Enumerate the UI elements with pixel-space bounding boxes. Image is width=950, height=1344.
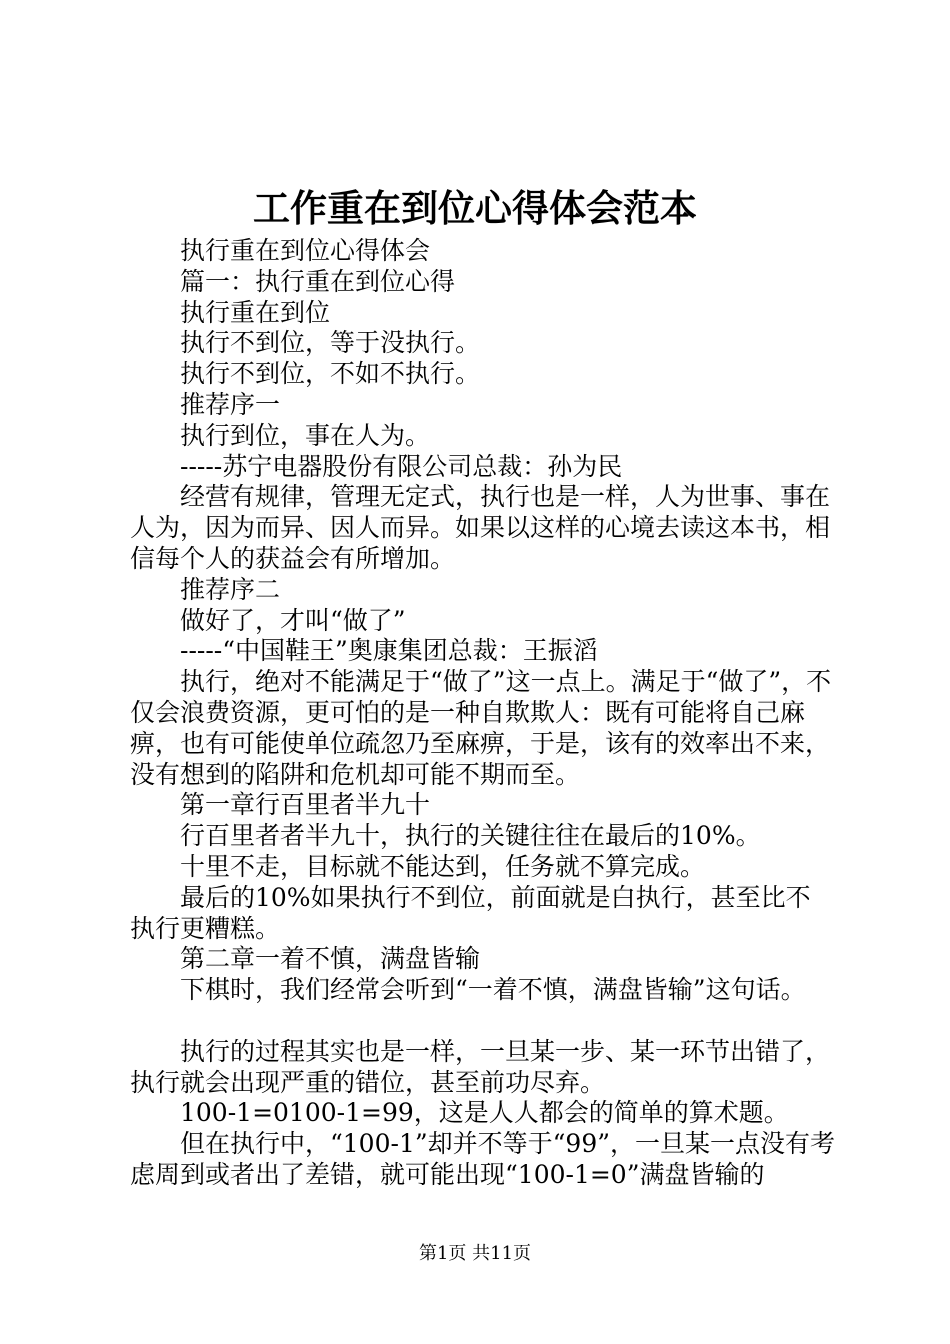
paragraph: 执行不到位，等于没执行。	[180, 328, 481, 358]
paragraph: 执行重在到位心得体会	[180, 236, 431, 265]
paragraph: 推荐序一	[180, 389, 281, 419]
paragraph: 做好了，才叫“做了”	[180, 605, 406, 635]
paragraph: 篇一：执行重在到位心得	[180, 266, 456, 296]
paragraph: 经营有规律，管理无定式，执行也是一样，人为世事、事在人为，因为而异、因人而异。如果以这样的心境去读这本书，相信每个人的获益会有所增加。	[130, 482, 831, 573]
paragraph: 下棋时，我们经常会听到“一着不慎，满盘皆输”这句话。	[180, 975, 806, 1005]
paragraph: 但在执行中，“100-1”却并不等于“99”，一旦某一点没有考虑周到或者出了差错，就可能出现“100-1=0”满盘皆输的	[130, 1129, 836, 1189]
paragraph: -----苏宁电器股份有限公司总裁：孙为民	[180, 451, 623, 481]
paragraph: 推荐序二	[180, 574, 281, 604]
paragraph: 执行重在到位	[180, 297, 331, 327]
paragraph: 执行不到位，不如不执行。	[180, 359, 481, 389]
paragraph: 最后的10%如果执行不到位，前面就是白执行，甚至比不执行更糟糕。	[130, 882, 811, 943]
paragraph: 十里不走，目标就不能达到，任务就不算完成。	[180, 851, 706, 881]
paragraph: 执行，绝对不能满足于“做了”这一点上。满足于“做了”，不仅会浪费资源，更可怕的是一种自欺欺人：既有可能将自己麻痹，也有可能使单位疏忽乃至麻痹，于是，该有的效率出不来，没有想到的陷阱和危机却可能不期而至。	[130, 667, 832, 789]
blank-line	[130, 1006, 835, 1037]
chapter-heading: 第一章行百里者半九十	[180, 790, 431, 820]
paragraph: -----“中国鞋王”奥康集团总裁：王振滔	[180, 636, 598, 666]
paragraph: 100-1=0100-1=99，这是人人都会的简单的算术题。	[180, 1098, 789, 1128]
page-footer: 第1页 共11页	[418, 1243, 532, 1264]
chapter-heading: 第二章一着不慎，满盘皆输	[180, 944, 481, 974]
page-title: 工作重在到位心得体会范本	[253, 186, 697, 230]
paragraph: 执行到位，事在人为。	[180, 420, 431, 450]
document-body	[130, 236, 835, 1191]
paragraph: 执行的过程其实也是一样，一旦某一步、某一环节出错了，执行就会出现严重的错位，甚至前功尽弃。	[130, 1036, 831, 1097]
paragraph: 行百里者者半九十，执行的关键往往在最后的10%。	[180, 821, 761, 851]
